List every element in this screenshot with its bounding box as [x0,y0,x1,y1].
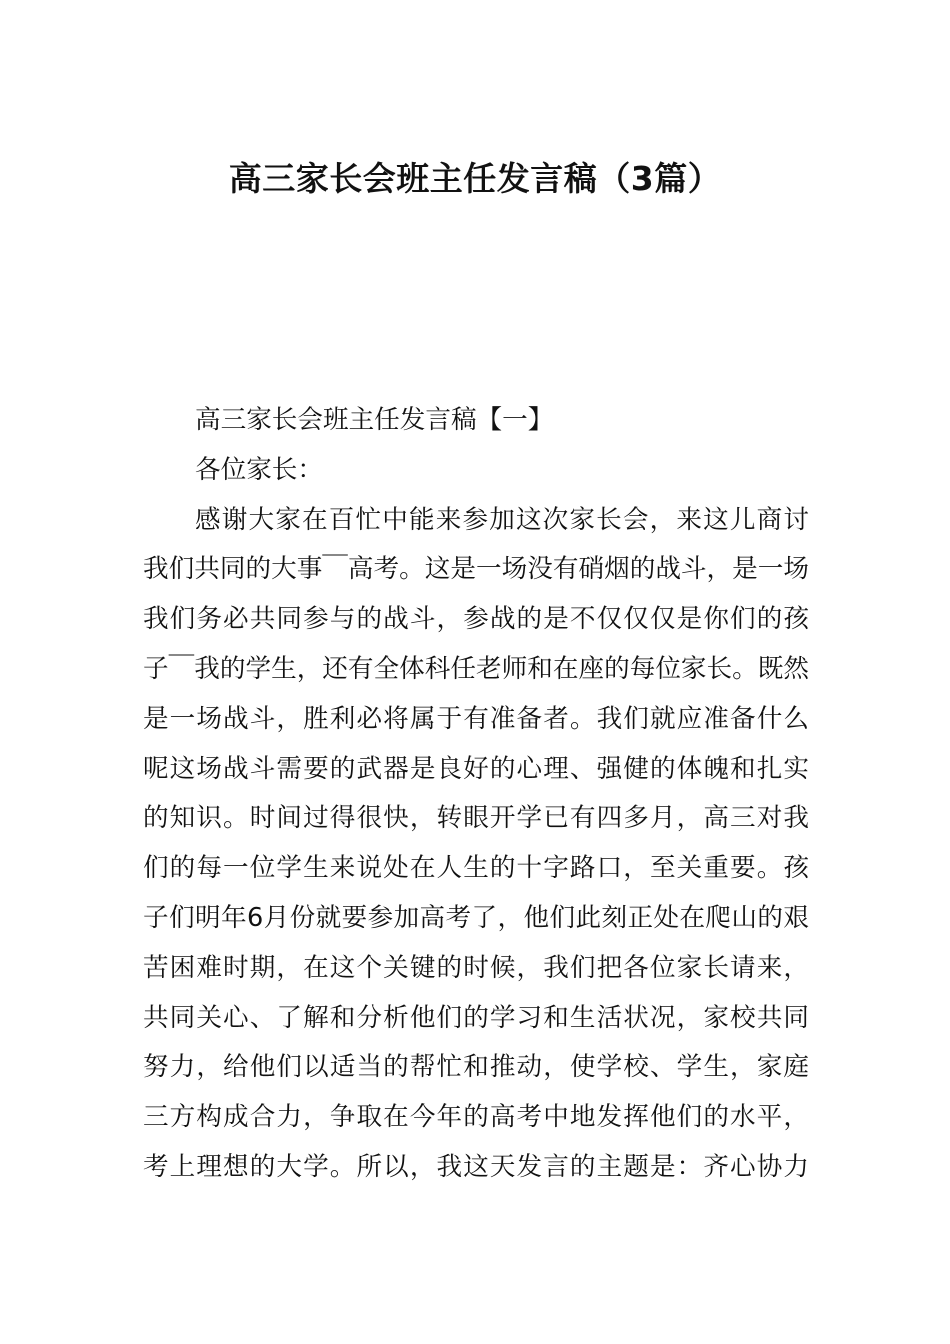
paragraph-line: 是一场战斗，胜利必将属于有准备者。我们就应准备什么 [143,703,809,734]
paragraph-line: 子￣我的学生，还有全体科任老师和在座的每位家长。既然 [143,653,809,684]
document-title: 高三家长会班主任发言稿（3篇） [228,159,722,198]
paragraph-line: 感谢大家在百忙中能来参加这次家长会，来这儿商讨 [195,504,809,535]
salutation: 各位家长： [195,454,323,485]
paragraph-line: 苦困难时期，在这个关键的时候，我们把各位家长请来， [143,952,809,983]
paragraph-line: 考上理想的大学。所以，我这天发言的主题是：齐心协力 [143,1151,809,1182]
paragraph-line: 子们明年6月份就要参加高考了，他们此刻正处在爬山的艰 [143,902,809,933]
paragraph-line: 我们务必共同参与的战斗，参战的是不仅仅仅是你们的孩 [143,604,809,635]
paragraph-line: 三方构成合力，争取在今年的高考中地发挥他们的水平， [143,1102,809,1133]
paragraph-line: 我们共同的大事￣高考。这是一场没有硝烟的战斗，是一场 [143,554,809,585]
paragraph-line: 努力，给他们以适当的帮忙和推动，使学校、学生，家庭 [143,1052,809,1083]
document-body [143,396,809,1193]
paragraph-line: 的知识。时间过得很快，转眼开学已有四多月，高三对我 [143,803,809,834]
paragraph-line: 呢这场战斗需要的武器是良好的心理、强健的体魄和扎实 [143,753,809,784]
paragraph-line: 们的每一位学生来说处在人生的十字路口，至关重要。孩 [143,853,809,884]
paragraph-line: 共同关心、了解和分析他们的学习和生活状况，家校共同 [143,1002,809,1033]
section-heading: 高三家长会班主任发言稿【一】 [195,405,554,435]
